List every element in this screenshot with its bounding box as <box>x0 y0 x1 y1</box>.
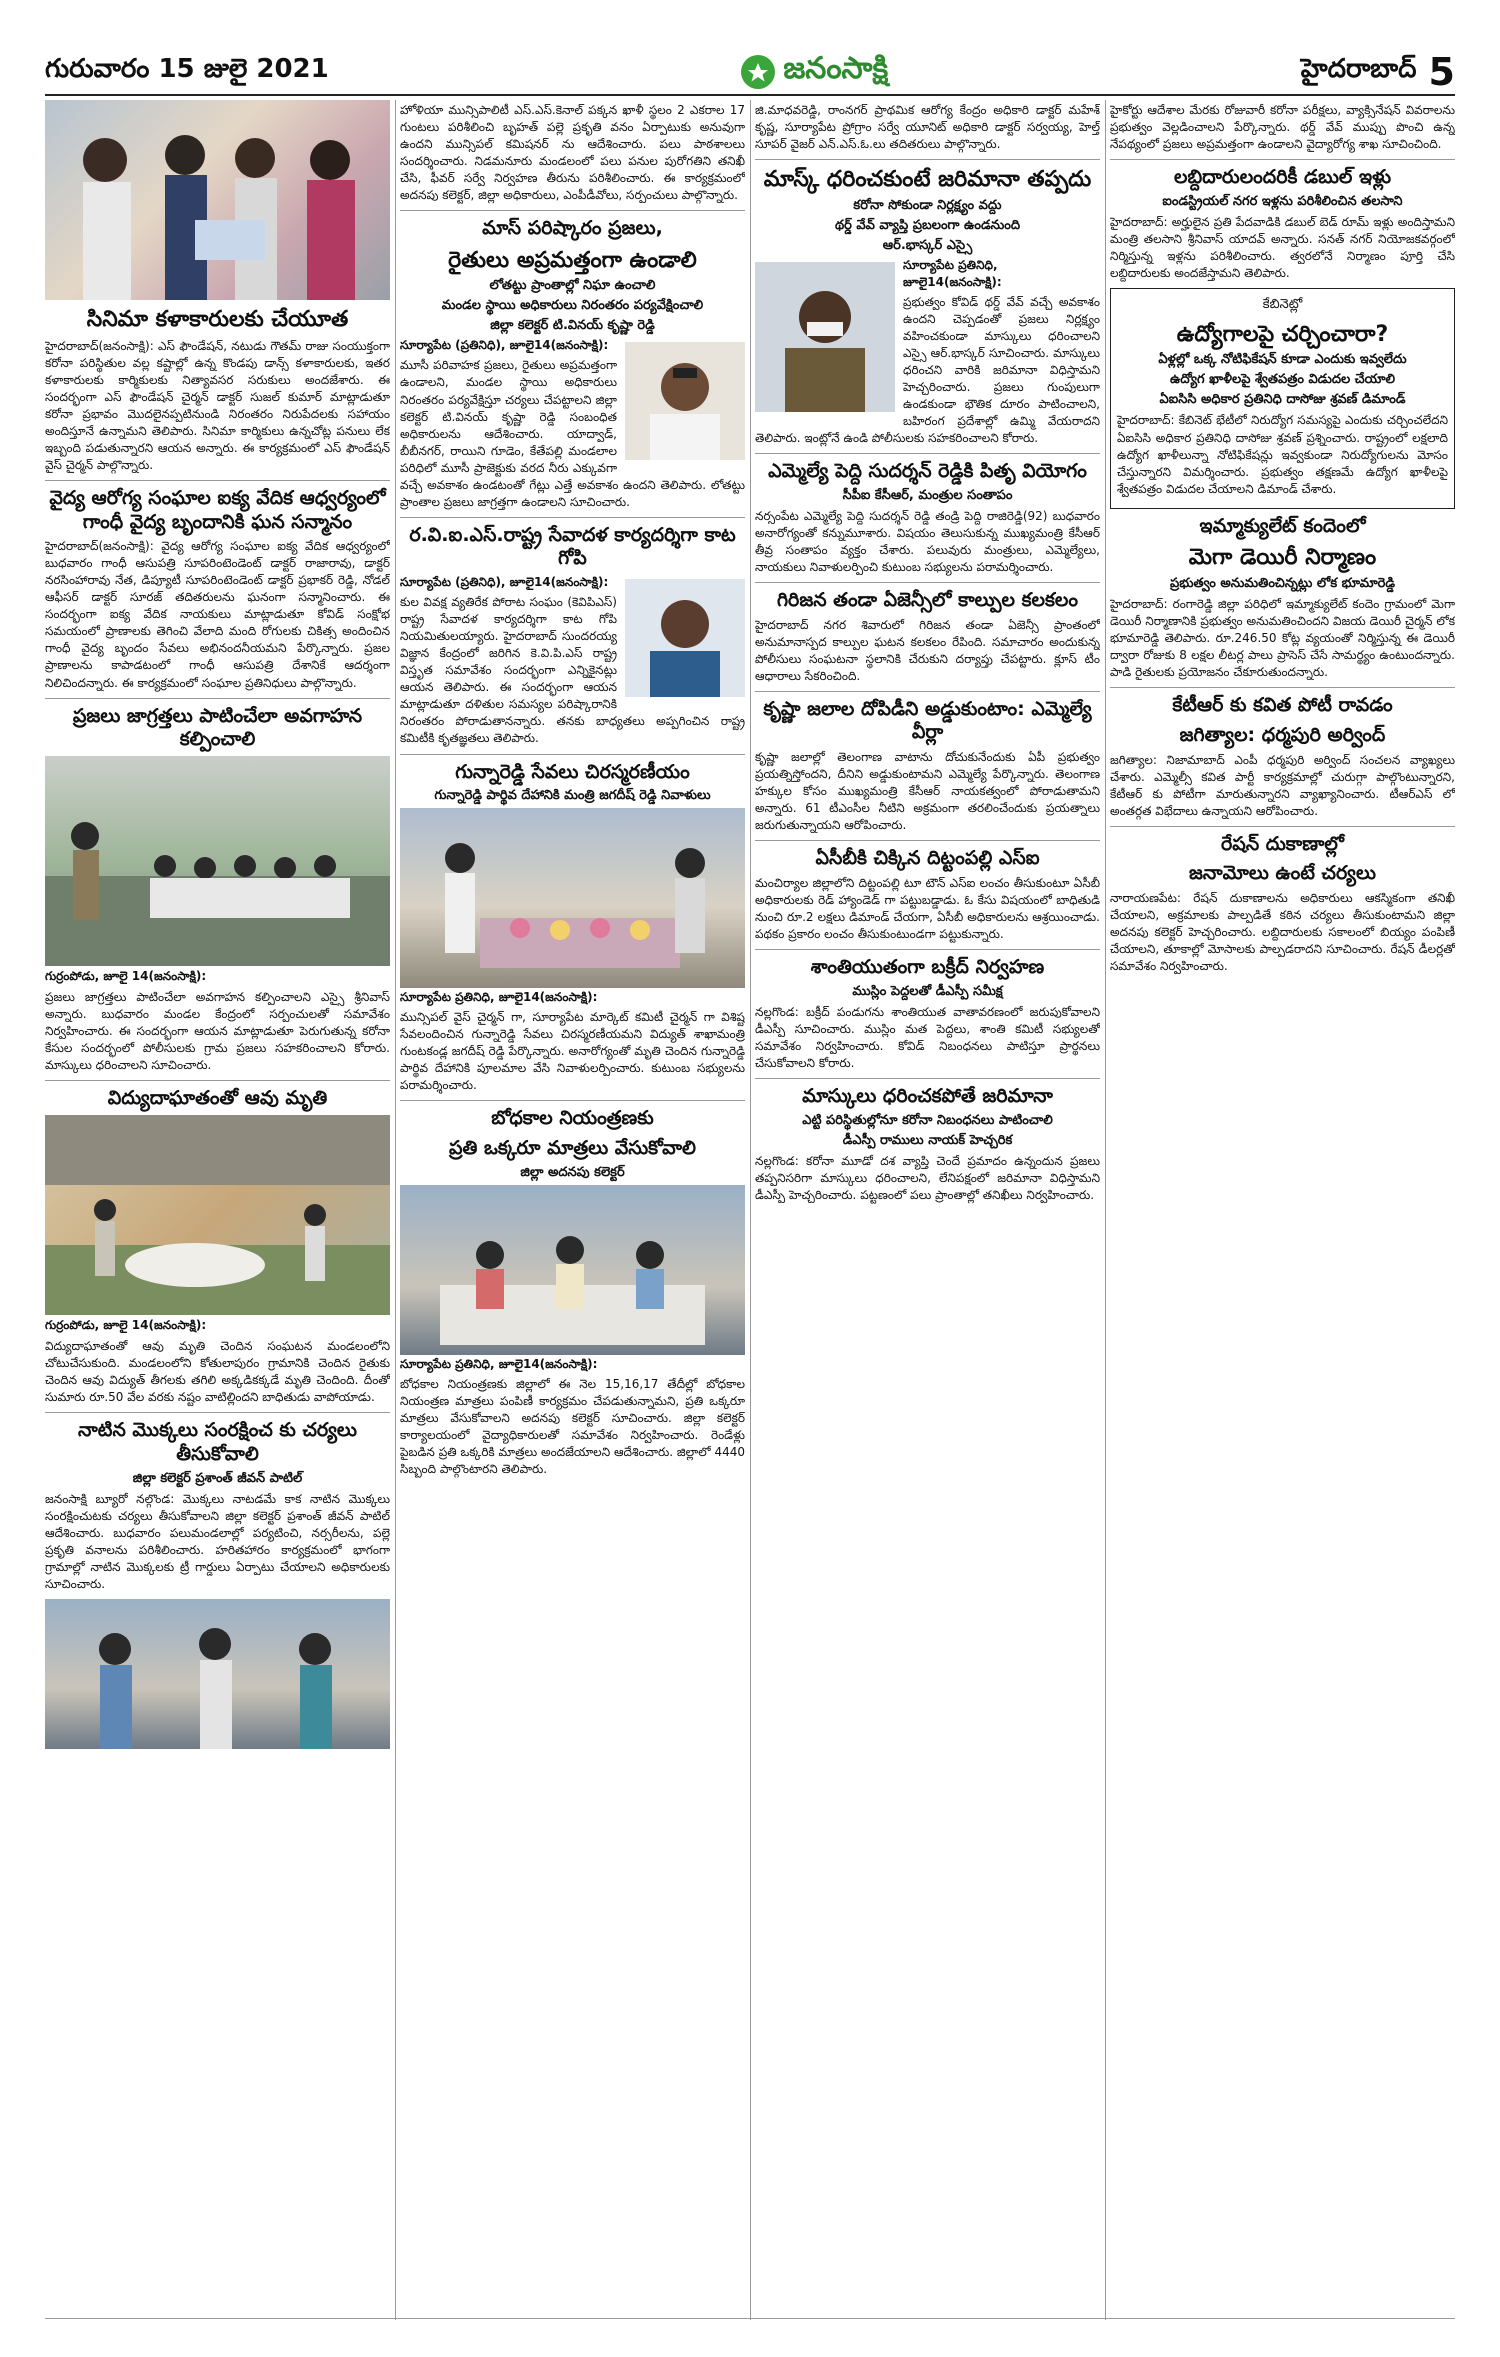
divider <box>45 698 390 699</box>
headline: గున్నారెడ్డి సేవలు చిరస్మరణీయం <box>455 760 690 783</box>
article-body: మంచిర్యాల జిల్లాలోని దిట్టంపల్లి టూ టౌన్ ఎస్ఐ లంచం తీసుకుంటూ ఏసీబీ అధికారులకు రెడ్ హ్యాండెడ్ గా పట్టుబడ్డాడు. ఓ కేసు విషయంలో బాధితుడి నుంచి రూ.2 లక్షలు డిమాండ్ చేయగా, ఏసీబీ అధికారులను ఆశ్రయించాడు. పథకం ప్రకారం లంచం తీసుకుంటుండగా పట్టుకున్నారు. <box>755 876 1100 942</box>
subheadline: ఐండస్ట్రియల్ నగర ఇళ్లను పరిశీలించిన తలసాని <box>1162 193 1403 209</box>
subheadline: ఆర్.భాస్కర్ ఎస్సై <box>882 237 973 253</box>
column-3 <box>755 100 1100 1210</box>
divider <box>45 1080 390 1081</box>
article-body: కుల వివక్ష వ్యతిరేక పోరాట సంఘం (కెవిపిఎస్) రాష్ట్ర సేవాదళ కార్యదర్శిగా కాట గోపి నియమితులయ్యారు. హైదరాబాద్ సుందరయ్య విజ్ఞాన కేంద్రంలో జరిగిన కె.వి.పి.ఎస్ రాష్ట్ర విస్తృత సమావేశం సందర్భంగా ఎన్నికైనట్లు ఆయన తెలిపారు. ఈ సందర్భంగా ఆయన మాట్లాడుతూ దళితుల సమస్యల పరిష్కారానికి నిరంతరం పోరాడుతానన్నారు. తనకు బాధ్యతలు అప్పగించిన రాష్ట్ర కమిటీకి కృతజ్ఞతలు తెలిపారు. <box>400 595 745 746</box>
column-2 <box>400 100 745 1484</box>
dateline: సూర్యాపేట ప్రతినిధి, జూలై14(జనంసాక్షి): <box>903 257 1002 289</box>
article-body: జనంసాక్షి బ్యూరో నల్గొండ: మొక్కలు నాటడమే కాక నాటిన మొక్కలు సంరక్షించుటకు చర్యలు తీసుకోవాలని జిల్లా కలెక్టర్ ప్రశాంత్ జీవన్ పాటిల్ ఆదేశించారు. బుధవారం పలుమండలాల్లో పర్యటించి, నర్సరీలను, పల్లె ప్రకృతి వనాలను పరిశీలించారు. హరితహారం కార్యక్రమంలో భాగంగా గ్రామాల్లో నాటిన మొక్కలకు ట్రీ గార్డులు ఏర్పాటు చేయాలని అధికారులకు సూచించారు. <box>45 1491 390 1591</box>
column-divider <box>750 100 751 2320</box>
headline: మాస్క్ ధరించకుంటే జరిమానా తప్పదు <box>763 167 1092 193</box>
paper-name: జనంసాక్షి <box>783 51 889 86</box>
headline: మాస్ పరిష్కారం ప్రజలు, <box>482 217 663 240</box>
column-divider <box>395 100 396 2320</box>
photo-cow-death <box>45 1115 390 1315</box>
header-right <box>1301 50 1455 94</box>
kicker: కేబినెట్లో <box>1262 296 1303 312</box>
headline: సినిమా కళాకారులకు చేయూత <box>86 307 349 332</box>
article-body: హోళియా మున్సిపాలిటీ ఎస్.ఎస్.కెనాల్ పక్కన ఖాళీ స్థలం 2 ఎకరాల 17 గుంటలు పరిశీలించి బృహత్ పల్లె ప్రకృతి వనం ఏర్పాటుకు అనువుగా ఉందని మున్సిపల్ కమిషనర్ ను ఆదేశించారు. పలు పాఠశాలలు సందర్శించారు. నిడమనూరు మండలంలో పలు పనుల పురోగతిని తనిఖీ చేసి, ఫీవర్ సర్వే నిర్వహణ తీరును పరిశీలించారు. ఈ కార్యక్రమంలో అదనపు కలెక్టర్, జిల్లా అధికారులు, ఎంపీడీవోలు, సర్పంచులు పాల్గొన్నారు. <box>400 103 745 203</box>
article-body: నల్లగొండ: కరోనా మూడో దశ వ్యాప్తి చెందే ప్రమాదం ఉన్నందున ప్రజలు తప్పనిసరిగా మాస్కులు ధరించాలని, లేనిపక్షంలో జరిమానా విధిస్తామని డీఎస్పీ హెచ్చరించారు. పట్టణంలో పలు ప్రాంతాల్లో తనిఖీలు నిర్వహించారు. <box>755 1153 1100 1202</box>
subheadline: ఉద్యోగ ఖాళీలపై శ్వేతపత్రం విడుదల చేయాలి <box>1169 372 1396 388</box>
divider <box>400 210 745 211</box>
divider <box>45 480 390 481</box>
divider <box>755 949 1100 950</box>
photo-artists-aid <box>45 100 390 300</box>
headline: ఏసీబీకి చిక్కిన దిట్టంపల్లి ఎస్ఐ <box>815 847 1040 870</box>
divider <box>1110 159 1455 160</box>
divider <box>1110 687 1455 688</box>
photo-caption: గుర్రంపోడు, జూలై 14(జనంసాక్షి): <box>45 969 207 984</box>
headline: జనామోలు ఉంటే చర్యలు <box>1188 862 1377 885</box>
article-body: హైదరాబాద్ నగర శివారులో గిరిజన తండా ఏజెన్సీ ప్రాంతంలో అనుమానాస్పద కాల్పుల ఘటన కలకలం రేపింది. సమాచారం అందుకున్న పోలీసులు సంఘటనా స్థలానికి చేరుకుని దర్యాప్తు చేపట్టారు. క్లూస్ టీం ఆధారాలు సేకరించింది. <box>755 617 1100 683</box>
dateline: సూర్యాపేట ప్రతినిధి, జూలై14(జనంసాక్షి): <box>400 1356 598 1371</box>
article-body: హైదరాబాద్(జనంసాక్షి): ఎస్ ఫౌండేషన్, నటుడు గౌతమ్ రాజు సంయుక్తంగా కరోనా పరిస్థితుల వల్ల కష్టాల్లో ఉన్న కొండపు డాన్స్ కళాకారులకు, ఇతర కళాకారులకు కార్మికులకు నిత్యావసర సరుకులు అందజేశారు. ఈ సందర్భంగా ఎస్ ఫౌండేషన్ చైర్మన్ డాక్టర్ సుజల్ కుమార్ మాట్లాడుతూ కరోనా ప్రభావం మొదలైనప్పటినుండి నిరంతరం నిరుపేదలకు సహాయం అందిస్తూనే ఉన్నామని తెలిపారు. సినిమా కార్మికులు ఉన్నచోట్ల పనులు లేక ఇబ్బంది పడుతున్నారని ఆయన అన్నారు. ఈ కార్యక్రమంలో ఎస్ ఫౌండేషన్ వైస్ చైర్మన్ పాల్గొన్నారు. <box>45 338 390 472</box>
divider <box>755 159 1100 160</box>
photo-awareness-meeting <box>45 756 390 966</box>
headline: జగిత్యాల: ధర్మపురి అర్వింద్ <box>1179 723 1386 746</box>
article-body: హైదరాబాద్(జనంసాక్షి): వైద్య ఆరోగ్య సంఘాల ఐక్య వేదిక ఆధ్వర్యంలో బుధవారం గాంధీ ఆసుపత్రి సూపరింటెండెంట్ డాక్టర్ రాజారావు, డాక్టర్ నరసింహారావు నేత, డిప్యూటీ సూపరింటెండెంట్ డాక్టర్ ప్రభాకర్ రెడ్డి, నోడల్ ఆఫీసర్ డాక్టర్ సూరజ్ తదితరులను ఘనంగా సన్మానించారు. ఈ సందర్భంగా ఐక్య వేదిక నాయకులు మాట్లాడుతూ కోవిడ్ సంక్షోభ సమయంలో ప్రాణాలకు తెగించి వేలాది మంది రోగులకు చికిత్స అందించిన గాంధీ వైద్య బృందం సేవలు అభినందనీయమని పేర్కొన్నారు. ప్రజల ప్రాణాలను కాపాడటంలో గాంధీ ఆసుపత్రి దేశానికే ఆదర్శంగా నిలిచిందన్నారు. ఈ కార్యక్రమంలో సంఘాల ప్రతినిధులు పాల్గొన్నారు. <box>45 539 390 690</box>
subheadline: డీఎస్పీ రాములు నాయక్ హెచ్చరిక <box>842 1132 1013 1148</box>
dateline: సూర్యాపేట ప్రతినిధి, జూలై14(జనంసాక్షి): <box>400 990 598 1005</box>
divider <box>755 1078 1100 1079</box>
headline: విద్యుదాఘాతంతో ఆవు మృతి <box>107 1087 328 1110</box>
headline: ప్రజలు జాగ్రత్తలు పాటించేలా అవగాహన కల్పించాలి <box>72 704 363 751</box>
subheadline: మండల స్థాయి అధికారులు నిరంతరం పర్యవేక్షించాలి <box>441 298 704 314</box>
subheadline: జిల్లా కలెక్టర్ ప్రశాంత్ జీవన్ పాటిల్ <box>132 1470 303 1486</box>
portrait-kata-gopi <box>625 579 745 697</box>
article-body: విద్యుదాఘాతంతో ఆవు మృతి చెందిన సంఘటన మండలంలోని చోటుచేసుకుంది. మండలంలోని కోతులాపురం గ్రామానికి చెందిన రైతుకు చెందిన ఆవు విద్యుత్ తీగలకు తగిలి అక్కడికక్కడే మృతి చెందింది. దీంతో సుమారు రూ.50 వేల వరకు నష్టం వాటిల్లిందని బాధితుడు వాపోయాడు. <box>45 1338 390 1405</box>
subheadline: ఏఐసిసి అధికార ప్రతినిధి దాసోజు శ్రవణ్ డిమాండ్ <box>1159 392 1406 408</box>
divider <box>1110 826 1455 827</box>
article-body: హైదరాబాద్: రంగారెడ్డి జిల్లా పరిధిలో ఇమ్మాక్యులేట్ కందెం గ్రామంలో మెగా డెయిరీ నిర్మాణానికి ప్రభుత్వం అనుమతించిందని విజయ డెయిరీ చైర్మన్ లోక భూమారెడ్డి తెలిపారు. రూ.246.50 కోట్ల వ్యయంతో నిర్మిస్తున్న ఈ డెయిరీ ద్వారా రోజుకు 8 లక్షల లీటర్ల పాలు ప్రాసెస్ చేసే సామర్థ్యం ఉంటుందన్నారు. పాడి రైతులకు ప్రయోజనం చేకూరుతుందన్నారు. <box>1110 596 1455 679</box>
column-divider <box>1105 100 1106 2320</box>
subheadline: ముస్లిం పెద్దలతో డీఎస్పీ సమీక్ష <box>852 983 1003 999</box>
photo-tribute <box>400 808 745 988</box>
headline: శాంతియుతంగా బక్రీద్ నిర్వహణ <box>810 956 1045 979</box>
column-4 <box>1110 100 1455 981</box>
headline: మెగా డెయిరీ నిర్మాణం <box>1188 545 1377 571</box>
headline: కేటీఆర్ కు కవిత పోటీ రావడం <box>1172 694 1393 717</box>
footer-rule <box>45 2318 1455 2319</box>
page-number: 5 <box>1428 50 1455 94</box>
divider <box>755 453 1100 454</box>
page-header <box>45 52 1455 92</box>
divider <box>755 840 1100 841</box>
photo-health-meeting <box>400 1185 745 1355</box>
dateline: సూర్యాపేట (ప్రతినిధి), జూలై14(జనంసాక్షి): <box>400 575 609 590</box>
photo-caption: గుర్రంపోడు, జూలై 14(జనంసాక్షి): <box>45 1317 207 1332</box>
article-body: నారాయణపేట: రేషన్ దుకాణాలను అధికారులు ఆకస్మికంగా తనిఖీ చేయాలని, అక్రమాలకు పాల్పడితే కఠిన చర్యలు తీసుకుంటామని జిల్లా అదనపు కలెక్టర్ హెచ్చరించారు. లబ్దిదారులకు సకాలంలో బియ్యం పంపిణీ చేయాలని, తూకాల్లో మోసాలకు పాల్పడరాదని సూచించారు. రేషన్ డీలర్లతో సమావేశం నిర్వహించారు. <box>1110 891 1455 974</box>
divider <box>400 754 745 755</box>
photo-collector-visit <box>45 1599 390 1749</box>
article-body: మున్సిపల్ వైస్ చైర్మన్ గా, సూర్యాపేట మార్కెట్ కమిటీ చైర్మన్ గా విశిష్ట సేవలందించిన గున్నారెడ్డి సేవలు చిరస్మరణీయమని విద్యుత్ శాఖామంత్రి గుంటకండ్ల జగదీష్ రెడ్డి పేర్కొన్నారు. అనారోగ్యంతో మృతి చెందిన గున్నారెడ్డి పార్థివ దేహానికి పూలమాల వేసి నివాళులర్పించారు. కుటుంబ సభ్యులను పరామర్శించారు. <box>400 1010 745 1093</box>
headline: బోధకాల నియంత్రణకు <box>491 1107 654 1130</box>
article-body: హైదరాబాద్: అర్హులైన ప్రతి పేదవాడికి డబుల్ బెడ్ రూమ్ ఇళ్లు అందిస్తామని మంత్రి తలసాని శ్రీనివాస్ యాదవ్ అన్నారు. సనత్ నగర్ నియోజకవర్గంలో నిర్మిస్తున్న ఇళ్లను పరిశీలించారు. త్వరలోనే నిర్మాణం పూర్తి చేసి లబ్దిదారులకు అందజేస్తామని తెలిపారు. <box>1110 214 1455 280</box>
masthead <box>741 51 888 93</box>
subheadline: కరోనా సోకుండా నిర్లక్ష్యం వద్దు <box>853 197 1002 213</box>
dateline: సూర్యాపేట (ప్రతినిధి), జూలై14(జనంసాక్షి): <box>400 338 609 353</box>
article-body: హైకోర్టు ఆదేశాల మేరకు రోజువారీ కరోనా పరీక్షలు, వ్యాక్సినేషన్ వివరాలను ప్రభుత్వం వెల్లడించాలని పేర్కొన్నారు. థర్డ్ వేవ్ ముప్పు పొంచి ఉన్న నేపథ్యంలో ప్రజలు అప్రమత్తంగా ఉండాలని వైద్యారోగ్య శాఖ సూచించింది. <box>1110 103 1455 152</box>
headline: ఇమ్మాక్యులేట్ కందెంలో <box>1199 514 1366 537</box>
article-body: జి.మాధవరెడ్డి, రాంనగర్ ప్రాథమిక ఆరోగ్య కేంద్రం అధికారి డాక్టర్ మహేశ్ కృష్ణ, సూర్యాపేట ప్రోగ్రాం సర్వే యూనిట్ అధికారి డాక్టర్ సర్వయ్య, హెల్త్ సూపర్ వైజర్ ఎన్.ఎస్.ఓ.లు తదితరులు పాల్గొన్నారు. <box>755 103 1100 152</box>
portrait-si-bhaskar <box>755 262 895 412</box>
headline: ర.వి.ఐ.ఎస్.రాష్ట్ర సేవాదళ కార్యదర్శిగా కాట గోపి <box>409 523 736 570</box>
headline: రేషన్ దుకాణాల్లో <box>1221 832 1344 855</box>
subheadline: ఏళ్లల్లో ఒక్క నోటిఫికేషన్ కూడా ఎందుకు ఇవ్వలేదు <box>1158 352 1407 368</box>
paper-logo-icon <box>741 55 775 89</box>
headline: లబ్దిదారులందరికీ డబుల్ ఇళ్లు <box>1173 166 1392 189</box>
article-body: కృష్ణా జలాల్లో తెలంగాణ వాటాను దోచుకునేందుకు ఏపీ ప్రభుత్వం ప్రయత్నిస్తోందని, దీనిని అడ్డుకుంటామని ఎమ్మెల్యే పేర్కొన్నారు. తెలంగాణ హక్కుల కోసం ముఖ్యమంత్రి కేసీఆర్ నాయకత్వంలో పోరాడుతామని అన్నారు. 61 టీఎంసీల నీటిని అక్రమంగా తరలించేందుకు ప్రయత్నాలు జరుగుతున్నాయని ఆరోపించారు. <box>755 750 1100 833</box>
issue-date: గురువారం 15 జులై 2021 <box>45 54 329 84</box>
headline: ఉద్యోగాలపై చర్చించారా? <box>1176 321 1389 347</box>
subheadline: ప్రభుత్వం అనుమతించిన్నట్లు లోక భూమారెడ్డి <box>1170 575 1395 591</box>
article-body: నల్లగొండ: బక్రీద్ పండుగను శాంతియుత వాతావరణంలో జరుపుకోవాలని డీఎస్పీ సూచించారు. ముస్లిం మత పెద్దలు, శాంతి కమిటీ సభ్యులతో సమావేశం నిర్వహించారు. కోవిడ్ నిబంధనలు పాటిస్తూ ప్రార్థనలు చేసుకోవాలని కోరారు. <box>755 1004 1100 1070</box>
article-body: హైదరాబాద్: కేబినెట్ భేటీలో నిరుద్యోగ సమస్యపై ఎందుకు చర్చించలేదని ఏఐసిసి అధికార ప్రతినిధి దాసోజు శ్రవణ్ ప్రశ్నించారు. రాష్ట్రంలో లక్షలాది ఉద్యోగ ఖాళీలున్నా నోటిఫికేషన్లు ఇవ్వకుండా నిరుద్యోగులను మోసం చేస్తున్నారని విమర్శించారు. ప్రభుత్వం తక్షణమే ఉద్యోగ ఖాళీలపై శ్వేతపత్రం విడుదల చేయాలని డిమాండ్ చేశారు. <box>1117 413 1448 496</box>
article-body: బోధకాల నియంత్రణకు జిల్లాలో ఈ నెల 15,16,17 తేదీల్లో బోధకాల నియంత్రణ మాత్రలు పంపిణీ కార్యక్రమం చేపడుతున్నామని, ప్రతి ఒక్కరూ మాత్రలు వేసుకోవాలని అదనపు కలెక్టర్ సూచించారు. జిల్లా కలెక్టర్ కార్యాలయంలో వైద్యాధికారులతో సమావేశం నిర్వహించారు. రెండేళ్లు పైబడిన ప్రతి ఒక్కరికి మాత్రలు అందజేయాలని ఆదేశించారు. జిల్లాలో 4440 సిబ్బంది పాల్గొంటారని తెలిపారు. <box>400 1376 745 1477</box>
headline: రైతులు అప్రమత్తంగా ఉండాలి <box>448 247 697 273</box>
headline: నాటిన మొక్కలు సంరక్షించ కు చర్యలు తీసుకోవాలి <box>78 1419 357 1465</box>
divider <box>400 517 745 518</box>
article-body: నర్సంపేట ఎమ్మెల్యే పెద్ది సుదర్శన్ రెడ్డి తండ్రి పెద్ది రాజిరెడ్డి(92) బుధవారం అనారోగ్యంతో కన్నుమూశారు. విషయం తెలుసుకున్న ముఖ్యమంత్రి కేసీఆర్ తీవ్ర సంతాపం వ్యక్తం చేశారు. పలువురు మంత్రులు, ఎమ్మెల్యేలు, నాయకులు నివాళులర్పించి కుటుంబ సభ్యులను పరామర్శించారు. <box>755 508 1100 574</box>
portrait-collector <box>625 342 745 460</box>
article-body: ప్రభుత్వం కోవిడ్ థర్డ్ వేవ్ వచ్చే అవకాశం ఉందని చెప్పడంతో ప్రజలు నిర్లక్ష్యం వహించకుండా మాస్కులు ధరించాలని ఎస్సై ఆర్.భాస్కర్ సూచించారు. మాస్కులు ధరించని వారికి జరిమానా విధిస్తామని హెచ్చరించారు. ప్రజలు గుంపులుగా ఉండకుండా భౌతిక దూరం పాటించాలని, బహిరంగ ప్రదేశాల్లో ఉమ్మి వేయరాదని తెలిపారు. ఇంట్లోనే ఉండి పోలీసులకు సహకరించాలని కోరారు. <box>755 294 1100 445</box>
article-body: ప్రజలు జాగ్రత్తలు పాటించేలా అవగాహన కల్పించాలని ఎస్సై శ్రీనివాస్ అన్నారు. బుధవారం మండల కేంద్రంలో సర్పంచులతో సమావేశం నిర్వహించారు. ఈ సందర్భంగా ఆయన మాట్లాడుతూ పెరుగుతున్న కరోనా కేసుల సందర్భంలో పోలీసులకు గ్రామ ప్రజలు సహకరించాలని కోరారు. మాస్కులు ధరించాలని సూచించారు. <box>45 990 390 1073</box>
article-body: జగిత్యాల: నిజామాబాద్ ఎంపీ ధర్మపురి అర్వింద్ సంచలన వ్యాఖ్యలు చేశారు. ఎమ్మెల్సీ కవిత పార్టీ కార్యక్రమాల్లో చురుగ్గా పాల్గొంటున్నారని, కేటీఆర్ కు పోటీగా మారుతున్నారని వ్యాఖ్యానించారు. టీఆర్ఎస్ లో అంతర్గత విభేదాలు ఉన్నాయని ఆరోపించారు. <box>1110 752 1455 818</box>
headline: గిరిజన తండా ఏజెన్సీలో కాల్పుల కలకలం <box>776 588 1078 611</box>
divider <box>45 1412 390 1413</box>
headline: ఎమ్మెల్యే పెద్ది సుదర్శన్ రెడ్డికి పితృ వియోగం <box>768 459 1087 482</box>
boxed-article <box>1110 288 1455 509</box>
divider <box>755 691 1100 692</box>
subheadline: థర్డ్ వేవ్ వ్యాప్తి ప్రబలంగా ఉండనుంది <box>834 217 1021 233</box>
headline: కృష్ణా జలాల దోపిడీని అడ్డుకుంటాం: ఎమ్మెల్యే వీర్లా <box>763 697 1092 744</box>
headline: ప్రతి ఒక్కరూ మాత్రలు వేసుకోవాలి <box>449 1137 696 1160</box>
headline: మాస్కులు ధరించకపోతే జరిమానా <box>802 1085 1053 1108</box>
headline: వైద్య ఆరోగ్య సంఘాల ఐక్య వేదిక ఆధ్వర్యంలో గాంధీ వైద్య బృందానికి ఘన సన్మానం <box>49 486 386 533</box>
subheadline: లోతట్టు ప్రాంతాల్లో నిఘా ఉంచాలి <box>489 278 656 294</box>
header-rule <box>45 94 1455 96</box>
subheadline: గున్నారెడ్డి పార్థివ దేహానికి మంత్రి జగదీష్ రెడ్డి నివాళులు <box>434 788 711 804</box>
subheadline: జిల్లా కలెక్టర్ టి.వినయ్ కృష్ణా రెడ్డి <box>490 318 655 334</box>
divider <box>755 582 1100 583</box>
article-body: మూసీ పరివాహక ప్రజలు, రైతులు అప్రమత్తంగా ఉండాలని, మండల స్థాయి అధికారులు నిరంతరం పర్యవేక్షిస్తూ చర్యలు చేపట్టాలని జిల్లా కలెక్టర్ టి.వినయ్ కృష్ణా రెడ్డి సంబంధిత అధికారులను ఆదేశించారు. యాద్వాడ్, బీబీనగర్, రాయిని గూడెం, కేతేపల్లి మండలాల పరిధిలో మూసీ ప్రాజెక్టుకు వరద నీరు ఎక్కువగా వచ్చే అవకాశం ఉండటంతో గేట్లు ఎత్తే అవకాశం ఉందని తెలిపారు. లోతట్టు ప్రాంతాల ప్రజలు జాగ్రత్తగా ఉండాలని సూచించారు. <box>400 358 745 509</box>
column-1 <box>45 100 390 1749</box>
subheadline: జిల్లా అదనపు కలెక్టర్ <box>520 1164 625 1180</box>
subheadline: ఎట్టి పరిస్థితుల్లోనూ కరోనా నిబంధనలు పాటించాలి <box>802 1112 1053 1128</box>
divider <box>400 1100 745 1101</box>
subheadline: సీపీఐ కేసీఆర్, మంత్రుల సంతాపం <box>842 487 1013 503</box>
edition-city: హైదరాబాద్ <box>1300 54 1417 84</box>
